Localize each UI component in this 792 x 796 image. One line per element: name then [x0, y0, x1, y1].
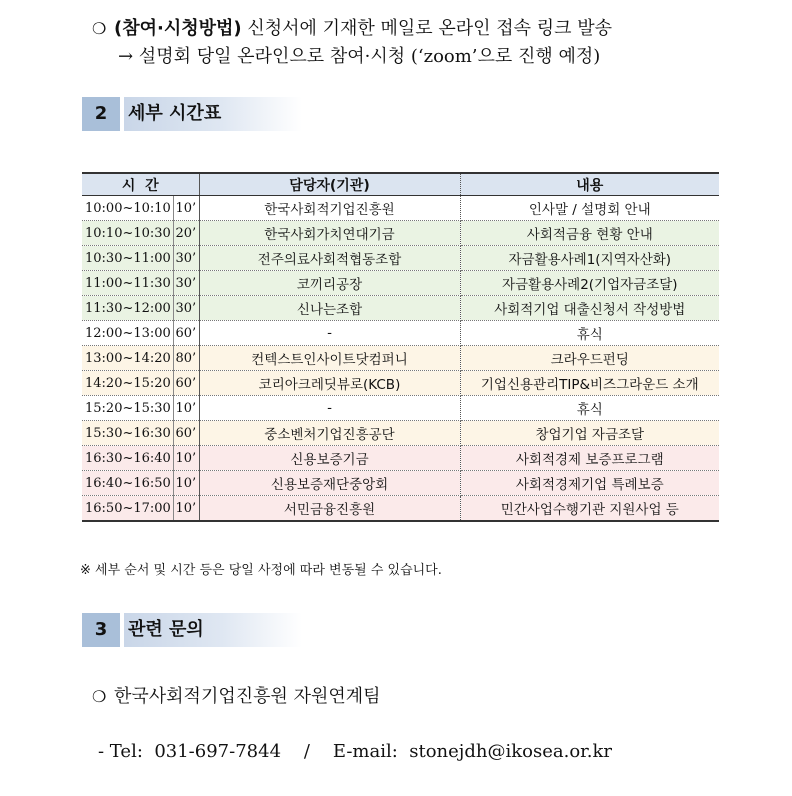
content-cell: 자금활용사례2(기업자금조달): [460, 271, 719, 296]
content-cell: 사회적금융 현황 안내: [460, 221, 719, 246]
duration-cell: 10’: [173, 496, 199, 522]
presenter-cell: 컨텍스트인사이트닷컴퍼니: [199, 346, 460, 371]
time-cell: 12:00~13:00: [82, 321, 173, 346]
team-name: 한국사회적기업진흥원 자원연계팀: [114, 686, 381, 707]
duration-cell: 30’: [173, 296, 199, 321]
section-3-heading: [82, 613, 302, 647]
presenter-cell: 전주의료사회적협동조합: [199, 246, 460, 271]
content-cell: 사회적기업 대출신청서 작성방법: [460, 296, 719, 321]
method-text: 신청서에 기재한 메일로 온라인 접속 링크 발송: [247, 18, 613, 39]
schedule-table: [82, 172, 719, 522]
time-cell: 14:20~15:20: [82, 371, 173, 396]
duration-cell: 30’: [173, 246, 199, 271]
table-header-row: [82, 173, 719, 196]
circle-bullet-icon: ❍: [92, 19, 107, 38]
schedule-body: [82, 196, 719, 522]
time-cell: 11:30~12:00: [82, 296, 173, 321]
duration-cell: 60’: [173, 321, 199, 346]
presenter-cell: 한국사회가치연대기금: [199, 221, 460, 246]
contact-team: [92, 682, 381, 708]
table-row: [82, 346, 719, 371]
duration-cell: 20’: [173, 221, 199, 246]
time-cell: 16:30~16:40: [82, 446, 173, 471]
contact-details: - Tel: 031-697-7844 / E-mail: stonejdh@ikosea.or.kr: [98, 741, 613, 762]
duration-cell: 80’: [173, 346, 199, 371]
section-title: 관련 문의: [124, 613, 302, 647]
table-row: [82, 296, 719, 321]
content-cell: 사회적경제기업 특례보증: [460, 471, 719, 496]
schedule-note: ※ 세부 순서 및 시간 등은 당일 사정에 따라 변동될 수 있습니다.: [80, 563, 442, 578]
table-row: [82, 396, 719, 421]
table-row: [82, 246, 719, 271]
header-time: 시 간: [82, 173, 199, 196]
content-cell: 민간사업수행기관 지원사업 등: [460, 496, 719, 522]
table-row: [82, 421, 719, 446]
circle-bullet-icon: ❍: [92, 687, 107, 706]
duration-cell: 10’: [173, 396, 199, 421]
presenter-cell: 서민금융진흥원: [199, 496, 460, 522]
table-row: [82, 196, 719, 221]
method-label: (참여·시청방법): [114, 18, 242, 39]
content-cell: 사회적경제 보증프로그램: [460, 446, 719, 471]
method-followup: → 설명회 당일 온라인으로 참여·시청 (‘zoom’으로 진행 예정): [118, 46, 601, 67]
time-cell: 10:00~10:10: [82, 196, 173, 221]
section-number: 2: [82, 97, 120, 131]
time-cell: 15:30~16:30: [82, 421, 173, 446]
time-cell: 10:10~10:30: [82, 221, 173, 246]
content-cell: 휴식: [460, 396, 719, 421]
header-presenter: 담당자(기관): [199, 173, 460, 196]
presenter-cell: -: [199, 396, 460, 421]
content-cell: 크라우드펀딩: [460, 346, 719, 371]
table-row: [82, 221, 719, 246]
header-content: 내용: [460, 173, 719, 196]
section-2-heading: [82, 97, 302, 131]
presenter-cell: -: [199, 321, 460, 346]
content-cell: 휴식: [460, 321, 719, 346]
table-row: [82, 496, 719, 522]
duration-cell: 10’: [173, 446, 199, 471]
duration-cell: 60’: [173, 421, 199, 446]
duration-cell: 10’: [173, 196, 199, 221]
presenter-cell: 신용보증재단중앙회: [199, 471, 460, 496]
presenter-cell: 신용보증기금: [199, 446, 460, 471]
time-cell: 13:00~14:20: [82, 346, 173, 371]
section-title: 세부 시간표: [124, 97, 302, 131]
table-row: [82, 321, 719, 346]
duration-cell: 60’: [173, 371, 199, 396]
presenter-cell: 중소벤처기업진흥공단: [199, 421, 460, 446]
section-number: 3: [82, 613, 120, 647]
method-line: [92, 14, 612, 40]
table-row: [82, 446, 719, 471]
duration-cell: 10’: [173, 471, 199, 496]
time-cell: 16:50~17:00: [82, 496, 173, 522]
time-cell: 16:40~16:50: [82, 471, 173, 496]
time-cell: 10:30~11:00: [82, 246, 173, 271]
content-cell: 기업신용관리TIP&비즈그라운드 소개: [460, 371, 719, 396]
table-row: [82, 271, 719, 296]
table-row: [82, 471, 719, 496]
content-cell: 창업기업 자금조달: [460, 421, 719, 446]
presenter-cell: 한국사회적기업진흥원: [199, 196, 460, 221]
presenter-cell: 코리아크레딧뷰로(KCB): [199, 371, 460, 396]
presenter-cell: 코끼리공장: [199, 271, 460, 296]
duration-cell: 30’: [173, 271, 199, 296]
time-cell: 15:20~15:30: [82, 396, 173, 421]
table-row: [82, 371, 719, 396]
presenter-cell: 신나는조합: [199, 296, 460, 321]
content-cell: 인사말 / 설명회 안내: [460, 196, 719, 221]
time-cell: 11:00~11:30: [82, 271, 173, 296]
content-cell: 자금활용사례1(지역자산화): [460, 246, 719, 271]
